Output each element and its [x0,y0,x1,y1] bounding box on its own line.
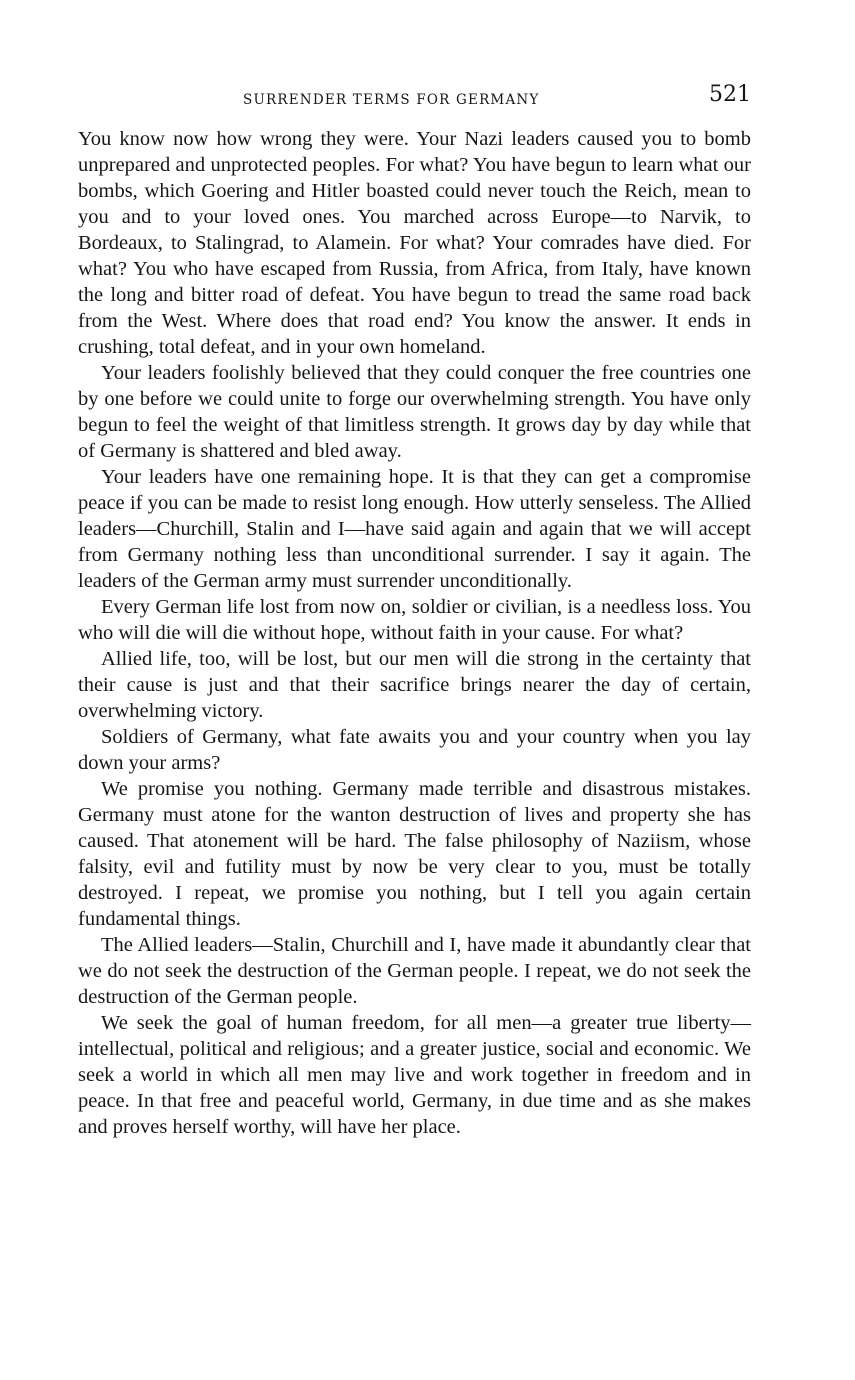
book-page [78,82,751,1140]
paragraph-2: Your leaders foolishly believed that they could conquer the free countries one by one before we could unite to forge our overwhelming strength. You have only begun to feel the weight of that limitless strength. It grows day by day while that of Germany is shattered and bled away. [78,362,751,462]
paragraph-3: Your leaders have one remaining hope. It is that they can get a compromise peace if you can be made to resist long enough. How utterly senseless. The Allied leaders—Churchill, Stalin and I—have said again and again that we will accept from Germany nothing less than unconditional surrender. I say it again. The leaders of the German army must surrender unconditionally. [78,466,751,592]
paragraph-5: Allied life, too, will be lost, but our men will die strong in the certainty that their cause is just and that their sacrifice brings nearer the day of certain, overwhelming victory. [78,648,751,722]
running-head [78,82,751,114]
running-head-title: SURRENDER TERMS FOR GERMANY [243,92,540,108]
paragraph-7: We promise you nothing. Germany made terrible and disastrous mistakes. Germany must atone for the wanton destruction of lives and property she has caused. That atonement will be hard. The false philosophy of Naziism, whose falsity, evil and futility must by now be very clear to you, must be totally destroyed. I repeat, we promise you nothing, but I tell you again certain fundamental things. [78,778,751,930]
page-number: 521 [709,82,751,107]
paragraph-1: You know now how wrong they were. Your Nazi leaders caused you to bomb unprepared and unprotected peoples. For what? You have begun to learn what our bombs, which Goering and Hitler boasted could never touch the Reich, mean to you and to your loved ones. You marched across Europe—to Narvik, to Bordeaux, to Stalingrad, to Alamein. For what? Your comrades have died. For what? You who have escaped from Russia, from Africa, from Italy, have known the long and bitter road of defeat. You have begun to tread the same road back from the West. Where does that road end? You know the answer. It ends in crushing, total defeat, and in your own homeland. [78,128,751,358]
paragraph-8: The Allied leaders—Stalin, Churchill and I, have made it abundantly clear that we do not seek the destruction of the German people. I repeat, we do not seek the destruction of the German people. [78,934,751,1008]
paragraph-6: Soldiers of Germany, what fate awaits you and your country when you lay down your arms? [78,726,751,774]
paragraph-9: We seek the goal of human freedom, for all men—a greater true liberty—intellectual, political and religious; and a greater justice, social and economic. We seek a world in which all men may live and work together in freedom and in peace. In that free and peaceful world, Germany, in due time and as she makes and proves herself worthy, will have her place. [78,1012,751,1138]
body-text [78,126,751,1140]
paragraph-4: Every German life lost from now on, soldier or civilian, is a needless loss. You who will die will die without hope, without faith in your cause. For what? [78,596,751,644]
